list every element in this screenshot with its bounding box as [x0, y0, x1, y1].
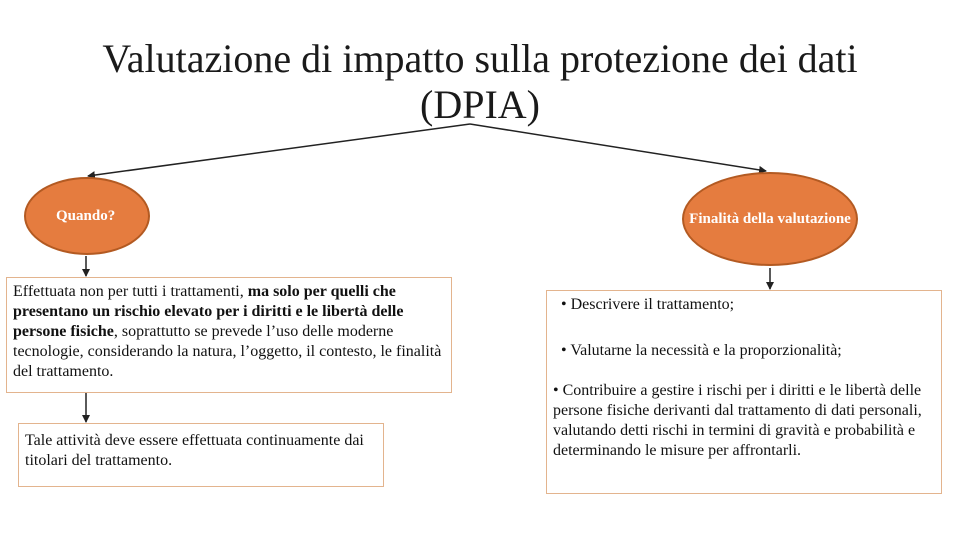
purpose-item: • Contribuire a gestire i rischi per i diritti e le libertà delle persone fisiche derivanti dal trattamento di dati personali, valutando detti rischi in termini di gravità e probabilità e determinando le misure per affrontarli. — [553, 382, 922, 459]
arrow-title-to-right — [470, 124, 766, 171]
box-when-text-3: , soprattutto se prevede l’uso delle moderne tecnologie, considerando la natura, l’oggetto, il contesto, le finalità del trattamento. — [13, 323, 442, 380]
box-continuity — [18, 423, 384, 487]
box-when-text-1: Effettuata non per tutti i trattamenti, — [13, 283, 248, 300]
node-quando — [24, 177, 150, 255]
node-quando-label: Quando? — [56, 208, 116, 224]
node-finalita-label: Finalità della valutazione — [689, 211, 851, 227]
arrow-title-to-left — [88, 124, 470, 176]
box-when-description — [6, 277, 452, 393]
purpose-item: • Descrivere il trattamento; — [561, 296, 735, 313]
purpose-item: • Valutarne la necessità e la proporzionalità; — [561, 342, 842, 359]
diagram-title: Valutazione di impatto sulla protezione dei dati (DPIA) — [102, 36, 858, 127]
node-finalita — [682, 172, 858, 266]
box-when-text-bold: ma solo per quelli che presentano un rischio elevato per i diritti e le libertà delle persone fisiche — [13, 283, 404, 340]
box-purposes — [546, 290, 942, 494]
box-continuity-text: Tale attività deve essere effettuata continuamente dai titolari del trattamento. — [25, 432, 364, 469]
